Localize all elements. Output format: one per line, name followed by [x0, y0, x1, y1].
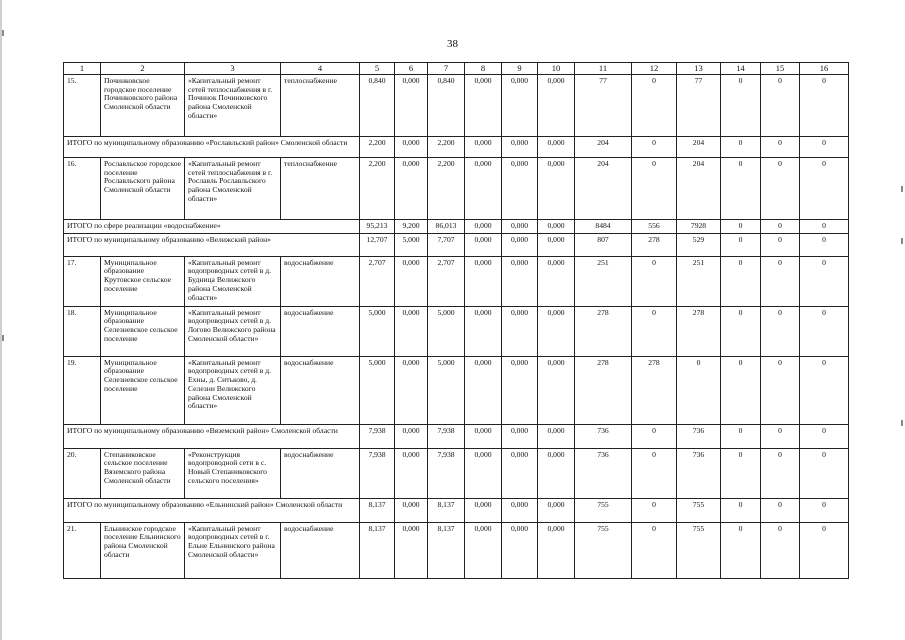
table-cell: 0	[677, 356, 721, 424]
table-cell: 2,200	[428, 158, 465, 220]
table-cell: 204	[575, 158, 632, 220]
table-cell: «Капитальный ремонт водопроводных сетей в д. Логово Велижского района Смоленской области»	[185, 306, 281, 356]
header-cell: 8	[465, 63, 502, 75]
table-row	[64, 448, 849, 498]
table-cell: 0	[800, 158, 849, 220]
table-cell: 0	[800, 424, 849, 448]
total-row	[64, 424, 849, 448]
table-cell: 0	[761, 137, 800, 158]
row-number-cell: 16.	[64, 158, 101, 220]
table-cell: 0	[800, 220, 849, 234]
table-cell: 95,213	[360, 220, 395, 234]
table-cell: 0,000	[465, 256, 502, 306]
table-cell: 278	[575, 306, 632, 356]
table-cell: теплоснабжение	[281, 158, 360, 220]
table-cell: 0	[761, 220, 800, 234]
table-cell: 0	[721, 137, 761, 158]
table-cell: 0,000	[538, 424, 575, 448]
table-cell: 204	[677, 158, 721, 220]
table-cell: 0	[721, 158, 761, 220]
table-cell: 736	[677, 424, 721, 448]
header-cell: 4	[281, 63, 360, 75]
header-cell: 16	[800, 63, 849, 75]
table-cell: Починковское городское поселение Починковского района Смоленской области	[101, 75, 185, 137]
table-cell: 0,000	[502, 448, 538, 498]
table-cell: 0,000	[538, 256, 575, 306]
table-cell: 0,000	[395, 158, 428, 220]
table-cell: 0,000	[465, 75, 502, 137]
table-cell: 0	[761, 498, 800, 522]
table-cell: «Капитальный ремонт сетей теплоснабжения в г. Починок Починковского района Смоленской области»	[185, 75, 281, 137]
table-cell: 204	[575, 137, 632, 158]
table-cell: 0,000	[395, 137, 428, 158]
row-number-cell: 17.	[64, 256, 101, 306]
table-cell: Рославльское городское поселение Рославльского района Смоленской области	[101, 158, 185, 220]
table-cell: 0	[632, 256, 677, 306]
table-cell: 0	[761, 522, 800, 578]
table-cell: водоснабжение	[281, 356, 360, 424]
table-cell: 0,000	[465, 356, 502, 424]
table-cell: 0	[632, 306, 677, 356]
table-cell: 0,000	[502, 356, 538, 424]
table-cell: 755	[677, 522, 721, 578]
table-cell: 0,000	[538, 233, 575, 256]
table-cell: 7,938	[360, 424, 395, 448]
table-row	[64, 158, 849, 220]
table-cell: «Реконструкция водопроводной сети в с. Новый Степаниковского сельского поселения»	[185, 448, 281, 498]
header-cell: 12	[632, 63, 677, 75]
table-cell: 2,707	[428, 256, 465, 306]
table-cell: 0	[721, 220, 761, 234]
table-cell: 0	[800, 306, 849, 356]
row-number-cell: 15.	[64, 75, 101, 137]
table-cell: 0,000	[465, 158, 502, 220]
scan-edge-mark	[2, 30, 4, 36]
table-cell: водоснабжение	[281, 522, 360, 578]
table-cell: 0,000	[465, 498, 502, 522]
table-cell: 0,000	[538, 75, 575, 137]
table-cell: 5,000	[360, 306, 395, 356]
table-cell: 0,000	[395, 306, 428, 356]
header-cell: 5	[360, 63, 395, 75]
scan-edge-mark	[901, 186, 903, 192]
table-cell: 0	[800, 137, 849, 158]
table-cell: 0,000	[502, 306, 538, 356]
table-cell: 8,137	[360, 498, 395, 522]
table-cell: 2,200	[360, 158, 395, 220]
table-header-row	[64, 63, 849, 75]
table-cell: Ельнинское городское поселение Ельнинского района Смоленской области	[101, 522, 185, 578]
table-cell: 0	[800, 498, 849, 522]
table-cell: водоснабжение	[281, 448, 360, 498]
table-cell: водоснабжение	[281, 306, 360, 356]
table-row	[64, 522, 849, 578]
table-row	[64, 75, 849, 137]
table-cell: 0,000	[395, 522, 428, 578]
table-cell: 0	[632, 522, 677, 578]
table-cell: 86,013	[428, 220, 465, 234]
table-cell: 7,938	[428, 424, 465, 448]
table-cell: 278	[632, 356, 677, 424]
table-cell: 0	[721, 256, 761, 306]
table-cell: 736	[677, 448, 721, 498]
header-cell: 6	[395, 63, 428, 75]
table-cell: 0,000	[465, 306, 502, 356]
table-cell: 0,000	[538, 158, 575, 220]
table-cell: 0	[632, 498, 677, 522]
table-cell: 807	[575, 233, 632, 256]
table-cell: 0,000	[465, 424, 502, 448]
table-cell: Муниципальное образование Селезневское сельское поселение	[101, 356, 185, 424]
header-cell: 11	[575, 63, 632, 75]
table-cell: 278	[677, 306, 721, 356]
table-cell: 0,000	[538, 522, 575, 578]
table-row	[64, 256, 849, 306]
table-cell: 0,000	[465, 233, 502, 256]
table-cell: 0	[761, 158, 800, 220]
table-cell: 0,840	[428, 75, 465, 137]
scan-edge-mark	[901, 238, 903, 244]
total-label: ИТОГО по муниципальному образованию «Вяземский район» Смоленской области	[64, 424, 360, 448]
table-cell: 0	[632, 448, 677, 498]
table-cell: 0	[632, 158, 677, 220]
table-cell: Муниципальное образование Селезневское сельское поселение	[101, 306, 185, 356]
table-cell: 9,200	[395, 220, 428, 234]
table-cell: 0,000	[465, 220, 502, 234]
table-cell: 0	[632, 424, 677, 448]
table-cell: 736	[575, 448, 632, 498]
table-cell: 0	[721, 233, 761, 256]
table-cell: 8,137	[428, 522, 465, 578]
table-cell: 0	[632, 75, 677, 137]
header-cell: 1	[64, 63, 101, 75]
header-cell: 10	[538, 63, 575, 75]
table-cell: 0	[800, 256, 849, 306]
table-cell: 0	[761, 256, 800, 306]
table-cell: Степаниковское сельское поселение Вяземского района Смоленской области	[101, 448, 185, 498]
table-cell: 0,000	[502, 220, 538, 234]
table-cell: «Капитальный ремонт сетей теплоснабжения в г. Рославль Рославльского района Смоленской области»	[185, 158, 281, 220]
table-cell: 736	[575, 424, 632, 448]
table-cell: 0	[632, 137, 677, 158]
total-row	[64, 220, 849, 234]
header-cell: 15	[761, 63, 800, 75]
table-cell: 0	[800, 75, 849, 137]
table-cell: 0,000	[502, 158, 538, 220]
table-cell: 0	[721, 75, 761, 137]
header-cell: 7	[428, 63, 465, 75]
table-cell: 0	[761, 356, 800, 424]
table-cell: 204	[677, 137, 721, 158]
table-cell: 0	[800, 448, 849, 498]
table-cell: 2,200	[428, 137, 465, 158]
header-cell: 9	[502, 63, 538, 75]
table-cell: 0,000	[538, 356, 575, 424]
table-cell: 0,840	[360, 75, 395, 137]
header-cell: 14	[721, 63, 761, 75]
table-cell: 755	[575, 498, 632, 522]
table-cell: 0,000	[502, 137, 538, 158]
table-cell: Муниципальное образование Крутовское сельское поселение	[101, 256, 185, 306]
table-cell: 5,000	[360, 356, 395, 424]
total-label: ИТОГО по муниципальному образованию «Велижский район»	[64, 233, 360, 256]
table-cell: 0,000	[502, 75, 538, 137]
table-cell: 0,000	[465, 137, 502, 158]
table-cell: 12,707	[360, 233, 395, 256]
table-cell: 8484	[575, 220, 632, 234]
table-cell: 251	[677, 256, 721, 306]
table-cell: 251	[575, 256, 632, 306]
table-cell: 0	[761, 424, 800, 448]
table-cell: 2,200	[360, 137, 395, 158]
table-cell: 7,707	[428, 233, 465, 256]
table-cell: 0	[761, 448, 800, 498]
table-cell: 0	[800, 233, 849, 256]
table-cell: 0,000	[395, 356, 428, 424]
table-cell: 7,938	[360, 448, 395, 498]
table-cell: 0,000	[538, 448, 575, 498]
table-cell: 0,000	[538, 137, 575, 158]
scan-edge-mark	[901, 420, 903, 426]
table-cell: 0,000	[395, 256, 428, 306]
table-cell: 0,000	[538, 498, 575, 522]
table-cell: 0	[721, 424, 761, 448]
table-cell: 529	[677, 233, 721, 256]
table-cell: 0,000	[465, 522, 502, 578]
table-cell: 755	[575, 522, 632, 578]
table-cell: теплоснабжение	[281, 75, 360, 137]
table-cell: 0	[721, 356, 761, 424]
table-cell: 0	[721, 498, 761, 522]
data-table	[63, 62, 849, 579]
table-cell: 0,000	[395, 75, 428, 137]
row-number-cell: 19.	[64, 356, 101, 424]
table-cell: 8,137	[360, 522, 395, 578]
table-cell: 0,000	[502, 522, 538, 578]
table-cell: 0,000	[538, 306, 575, 356]
table-cell: 5,000	[428, 356, 465, 424]
table-row	[64, 306, 849, 356]
row-number-cell: 20.	[64, 448, 101, 498]
table-cell: 0	[761, 306, 800, 356]
table-cell: 0	[721, 306, 761, 356]
table-cell: 0,000	[395, 424, 428, 448]
total-label: ИТОГО по сфере реализации «водоснабжение»	[64, 220, 360, 234]
total-label: ИТОГО по муниципальному образованию «Рославльский район» Смоленской области	[64, 137, 360, 158]
table-cell: 0	[761, 233, 800, 256]
table-cell: 0,000	[502, 424, 538, 448]
table-cell: 7,938	[428, 448, 465, 498]
table-cell: водоснабжение	[281, 256, 360, 306]
table-cell: 8,137	[428, 498, 465, 522]
total-row	[64, 137, 849, 158]
header-cell: 2	[101, 63, 185, 75]
row-number-cell: 18.	[64, 306, 101, 356]
table-cell: 5,000	[395, 233, 428, 256]
total-row	[64, 498, 849, 522]
table-cell: «Капитальный ремонт водопроводных сетей в г. Ельне Ельнинского района Смоленской области»	[185, 522, 281, 578]
table-cell: 5,000	[428, 306, 465, 356]
table-cell: 278	[632, 233, 677, 256]
table-cell: 278	[575, 356, 632, 424]
table-cell: «Капитальный ремонт водопроводных сетей в д. Будница Велижского района Смоленской области»	[185, 256, 281, 306]
table-cell: 0	[721, 448, 761, 498]
scan-edge	[0, 0, 2, 640]
total-label: ИТОГО по муниципальному образованию «Ельнинский район» Смоленской области	[64, 498, 360, 522]
table-cell: 0,000	[395, 448, 428, 498]
table-cell: 2,707	[360, 256, 395, 306]
table-cell: 0	[721, 522, 761, 578]
table-cell: 0	[800, 356, 849, 424]
table-cell: 0,000	[502, 498, 538, 522]
table-cell: 77	[575, 75, 632, 137]
table-cell: 0,000	[502, 256, 538, 306]
table-cell: «Капитальный ремонт водопроводных сетей в д. Ехны, д. Ситьково, д. Селезни Велижского района Смоленской области»	[185, 356, 281, 424]
scan-edge-mark	[2, 335, 4, 341]
table-cell: 556	[632, 220, 677, 234]
total-row	[64, 233, 849, 256]
table-cell: 77	[677, 75, 721, 137]
row-number-cell: 21.	[64, 522, 101, 578]
table-row	[64, 356, 849, 424]
table-cell: 0	[800, 522, 849, 578]
table-cell: 7928	[677, 220, 721, 234]
table-cell: 755	[677, 498, 721, 522]
table-cell: 0,000	[538, 220, 575, 234]
table-cell: 0,000	[395, 498, 428, 522]
header-cell: 13	[677, 63, 721, 75]
table-cell: 0,000	[502, 233, 538, 256]
page-number: 38	[447, 38, 458, 50]
table-cell: 0,000	[465, 448, 502, 498]
header-cell: 3	[185, 63, 281, 75]
table-cell: 0	[761, 75, 800, 137]
